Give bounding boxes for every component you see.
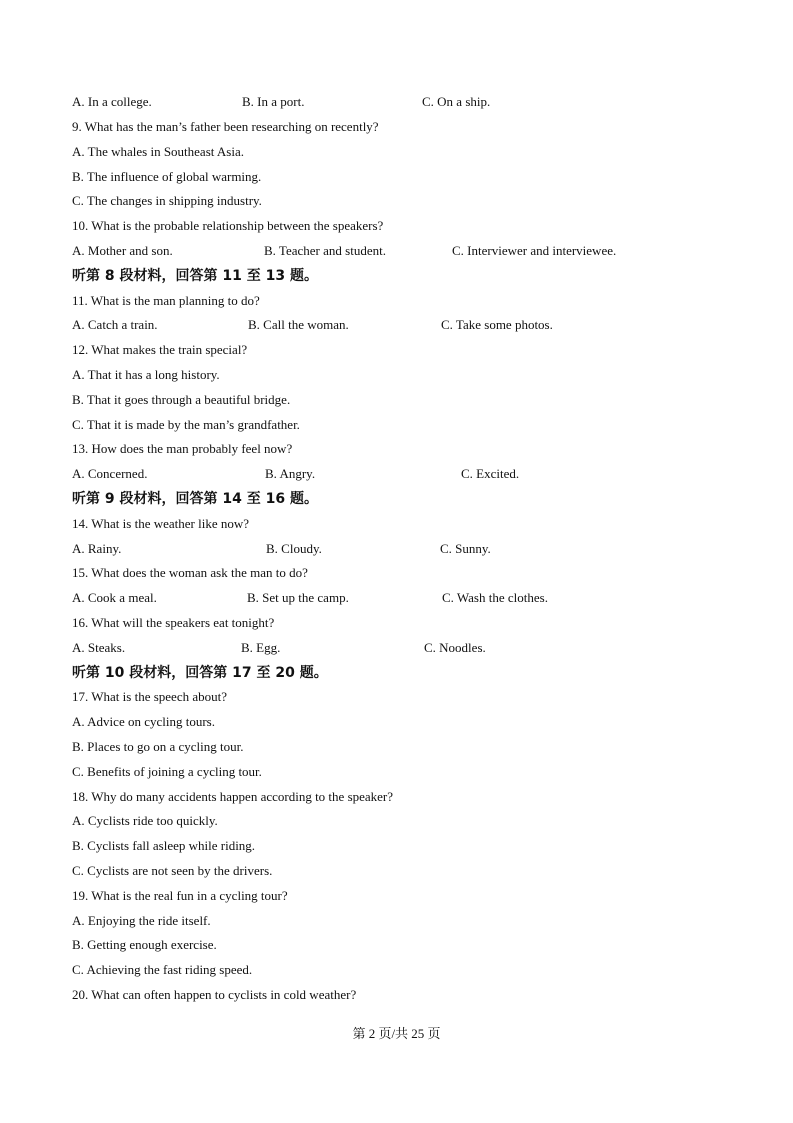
answer-option: C. Sunny. <box>440 541 491 556</box>
answer-option: C. Noodles. <box>424 640 486 655</box>
answer-option: C. Wash the clothes. <box>442 590 548 605</box>
answer-option: B. Teacher and student. <box>264 243 386 258</box>
question-line: A. That it has a long history. <box>72 367 220 382</box>
question-line: C. Achieving the fast riding speed. <box>72 962 253 977</box>
question-line: C. Benefits of joining a cycling tour. <box>72 764 262 779</box>
question-line: 9. What has the man’s father been researching on recently? <box>72 119 379 134</box>
question-line: 11. What is the man planning to do? <box>72 293 260 308</box>
question-line: 16. What will the speakers eat tonight? <box>72 615 275 630</box>
question-line: B. The influence of global warming. <box>72 169 262 184</box>
question-line: 10. What is the probable relationship between the speakers? <box>72 218 384 233</box>
answer-option: A. Steaks. <box>72 640 126 655</box>
question-line: B. Places to go on a cycling tour. <box>72 739 244 754</box>
question-line: B. Getting enough exercise. <box>72 937 217 952</box>
question-line: 20. What can often happen to cyclists in cold weather? <box>72 987 357 1002</box>
question-line: A. The whales in Southeast Asia. <box>72 144 244 159</box>
question-line: 17. What is the speech about? <box>72 689 227 704</box>
answer-option: B. Egg. <box>241 640 281 655</box>
question-line: A. Cyclists ride too quickly. <box>72 813 218 828</box>
section-heading: 听第 10 段材料，回答第 17 至 20 题。 <box>72 665 328 681</box>
answer-option: A. In a college. <box>72 94 152 109</box>
answer-option: B. Angry. <box>265 466 316 481</box>
answer-option: A. Catch a train. <box>72 317 158 332</box>
answer-option: C. Interviewer and interviewee. <box>452 243 617 258</box>
answer-option: A. Concerned. <box>72 466 148 481</box>
question-line: C. Cyclists are not seen by the drivers. <box>72 863 273 878</box>
question-line: A. Enjoying the ride itself. <box>72 913 211 928</box>
answer-option: B. In a port. <box>242 94 305 109</box>
question-line: B. Cyclists fall asleep while riding. <box>72 838 256 853</box>
section-heading: 听第 8 段材料，回答第 11 至 13 题。 <box>72 268 318 284</box>
answer-option: B. Cloudy. <box>266 541 322 556</box>
question-line: 14. What is the weather like now? <box>72 516 250 531</box>
question-line: A. Advice on cycling tours. <box>72 714 215 729</box>
answer-option: C. Excited. <box>461 466 520 481</box>
page-footer: 第 2 页/共 25 页 <box>352 1026 441 1041</box>
answer-option: B. Set up the camp. <box>247 590 349 605</box>
answer-option: A. Mother and son. <box>72 243 173 258</box>
answer-option: C. Take some photos. <box>441 317 553 332</box>
answer-option: A. Cook a meal. <box>72 590 157 605</box>
question-line: 19. What is the real fun in a cycling tour? <box>72 888 288 903</box>
question-line: B. That it goes through a beautiful bridge. <box>72 392 291 407</box>
question-line: 15. What does the woman ask the man to do? <box>72 565 308 580</box>
answer-option: C. On a ship. <box>422 94 491 109</box>
section-heading: 听第 9 段材料，回答第 14 至 16 题。 <box>72 491 318 507</box>
question-line: C. The changes in shipping industry. <box>72 193 262 208</box>
question-line: C. That it is made by the man’s grandfather. <box>72 417 300 432</box>
answer-option: B. Call the woman. <box>248 317 349 332</box>
answer-option: A. Rainy. <box>72 541 122 556</box>
question-line: 13. How does the man probably feel now? <box>72 441 293 456</box>
question-line: 18. Why do many accidents happen according to the speaker? <box>72 789 394 804</box>
question-line: 12. What makes the train special? <box>72 342 248 357</box>
